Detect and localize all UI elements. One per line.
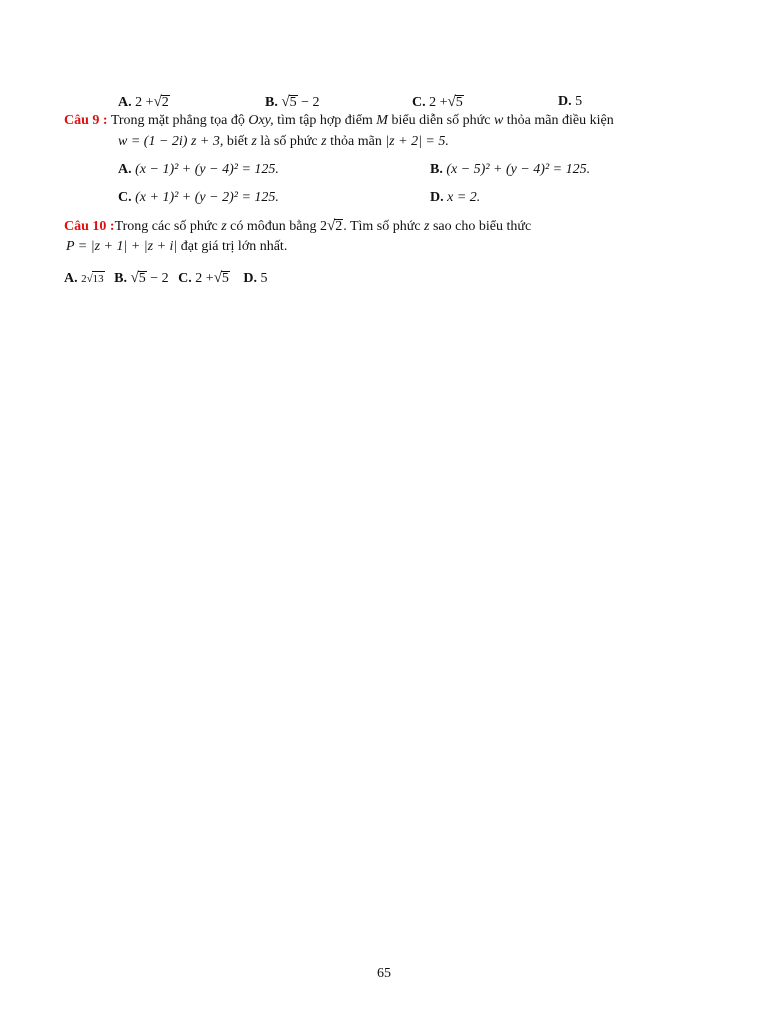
radical-sign: √ [326,218,336,234]
q10-text: . Tìm số phức [343,219,421,234]
q10-options [64,269,268,288]
q9-math-w: w [493,113,504,128]
option-expr-pre: 2 + [135,95,154,110]
q9-math-z: z [251,134,257,149]
radical-sign: √ [213,270,222,286]
q10-option-c [178,271,233,286]
question-label: Câu 10 : [64,219,115,234]
radicand: 5 [221,271,229,286]
q9-math-oxy: Oxy, [248,113,274,128]
option-label: C. [412,95,426,110]
q9-formula: w = (1 − 2i) z + 3, [118,134,224,149]
radicand: 5 [455,95,463,110]
q9-line-2 [118,133,449,151]
q9-line-1 [64,112,614,130]
option-expr: (x − 1)² + (y − 4)² = 125. [135,162,279,177]
q9-text: tìm tập hợp điểm [277,113,373,128]
option-expr-post: − 2 [150,271,169,286]
q10-option-a [64,271,108,286]
option-label: C. [118,190,132,205]
option-label: A. [118,162,132,177]
q10-option-b [114,271,172,286]
page-number: 65 [377,966,391,981]
q10-text: Trong các số phức [114,219,218,234]
option-expr: x = 2. [447,190,481,205]
option-label: A. [118,95,132,110]
q10-text: có môđun bằng [230,219,317,234]
option-label: D. [558,94,572,109]
option-label: C. [178,271,192,286]
option-expr: 5 [260,271,268,286]
q10-modulus-coef: 2 [319,219,327,234]
q9-math-z: z [321,134,327,149]
q9-option-a [118,161,279,179]
q9-text: biết [226,134,248,149]
option-label: B. [265,95,278,110]
option-expr-post: − 2 [301,95,320,110]
radical-sign: √ [130,270,139,286]
radical-sign: √ [86,273,93,285]
q9-text: thỏa mãn điều kiện [506,113,614,128]
q10-formula: P = |z + 1| + |z + i| [66,239,178,254]
q9-math-m: M [376,113,388,128]
q9-option-b [430,161,590,179]
question-label: Câu 9 : [64,113,108,128]
q8-option-a [118,93,170,112]
option-expr-pre: 2 [81,273,87,285]
option-expr: (x + 1)² + (y − 2)² = 125. [135,190,279,205]
q10-math-z: z [424,219,430,234]
q8-option-d [558,93,582,111]
q10-text: sao cho biểu thức [432,219,532,234]
radicand: 13 [92,273,104,285]
radicand: 2 [161,95,169,110]
q8-option-c [412,93,464,112]
q9-text: biểu diễn số phức [391,113,491,128]
q9-condition: |z + 2| = 5. [385,134,449,149]
q10-math-z: z [221,219,227,234]
q10-option-d [243,271,267,286]
radical-sign: √ [447,94,456,110]
q9-text: thỏa mãn [330,134,382,149]
radical-sign: √ [153,94,162,110]
option-expr: (x − 5)² + (y − 4)² = 125. [446,162,591,177]
q9-option-c [118,189,279,207]
option-label: D. [430,190,444,205]
radicand: 2 [335,219,343,234]
q9-text: là số phức [260,134,318,149]
q8-option-b [265,93,319,112]
q9-option-d [430,189,480,207]
radical-sign: √ [281,94,290,110]
option-expr: 5 [575,94,583,109]
radicand: 5 [289,95,297,110]
option-label: B. [430,162,443,177]
option-label: D. [243,271,258,286]
q10-line-1 [64,217,531,236]
q10-line-2 [66,238,287,256]
q9-text: Trong mặt phẳng tọa độ [110,113,245,128]
option-expr-pre: 2 + [195,271,214,286]
radicand: 5 [138,271,146,286]
option-label: B. [114,271,128,286]
q10-text: đạt giá trị lớn nhất. [180,239,288,254]
option-expr-pre: 2 + [429,95,448,110]
option-label: A. [64,271,78,286]
